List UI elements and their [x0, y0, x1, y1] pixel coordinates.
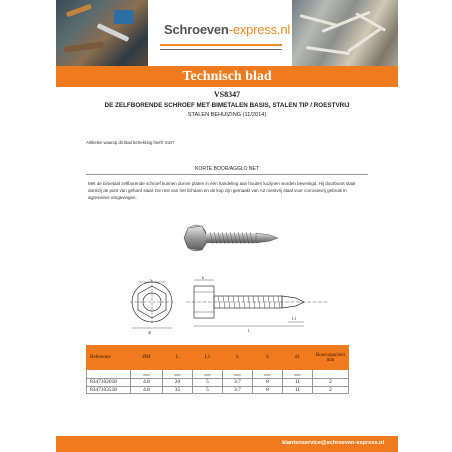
table-cell: 8347102018 — [87, 379, 131, 387]
tools-photo — [56, 0, 148, 66]
table-cell: 8347103518 — [87, 386, 131, 394]
header-cell: S — [253, 346, 283, 370]
spec-table — [86, 345, 349, 394]
unit-cell: mm — [283, 370, 313, 379]
table-cell: 2 — [313, 386, 349, 394]
section-divider — [86, 174, 368, 175]
table-row — [87, 386, 349, 394]
dim-label-l1: L1 — [292, 316, 297, 321]
table-cell: 4.8 — [131, 386, 163, 394]
header-banner — [56, 0, 398, 66]
unit-cell: mm — [193, 370, 223, 379]
unit-cell: mm — [223, 370, 253, 379]
table-cell: 11 — [283, 386, 313, 394]
front-view — [130, 280, 174, 328]
unit-cell: mm — [253, 370, 283, 379]
footer-email-link[interactable]: klantenservice@schroeven-express.nl — [282, 440, 384, 446]
reference-note: Artikelen waarop dit blad betrekking heeft: 8347 — [86, 140, 175, 145]
table-cell: 8 — [253, 379, 283, 387]
footer-bar — [56, 436, 398, 452]
header-cell: d1 — [283, 346, 313, 370]
header-cell: k — [223, 346, 253, 370]
unit-cell: mm — [131, 370, 163, 379]
header-cell: L1 — [193, 346, 223, 370]
unit-cell: mm — [163, 370, 193, 379]
side-view — [186, 280, 328, 326]
table-cell: 20 — [163, 379, 193, 387]
banner-title: Technisch blad — [182, 69, 272, 84]
table-row — [87, 379, 349, 387]
table-cell: 5 — [193, 386, 223, 394]
unit-cell — [87, 370, 131, 379]
logo-area — [148, 0, 292, 66]
title-bar — [56, 66, 398, 87]
logo-underline-thin — [160, 49, 282, 50]
table-units-row — [87, 370, 349, 379]
logo-suffix: -express.nl — [228, 22, 291, 37]
table-cell: 3.7 — [223, 379, 253, 387]
technical-drawing — [128, 276, 340, 340]
table-cell: 11 — [283, 379, 313, 387]
logo-underline — [160, 44, 282, 46]
header-cell: ØM — [131, 346, 163, 370]
table-cell: 35 — [163, 386, 193, 394]
logo-main: Schroeven — [164, 22, 229, 37]
header-cell: L — [163, 346, 193, 370]
table-cell: 8 — [253, 386, 283, 394]
dim-label-dl: dl — [148, 330, 152, 335]
table-header-row — [87, 346, 349, 370]
brand-logo[interactable] — [164, 22, 290, 37]
table-cell: 2 — [313, 379, 349, 387]
table-cell: 3.7 — [223, 386, 253, 394]
dim-label-l: L — [248, 328, 251, 333]
product-title: DE ZELFBORENDE SCHROEF MET BIMETALEN BASIS, STALEN TIP / ROESTVRIJ — [104, 102, 350, 109]
unit-cell — [313, 370, 349, 379]
dim-label-k: k — [202, 276, 204, 280]
screw-product-image — [182, 212, 282, 262]
datasheet-page — [56, 0, 398, 452]
screws-photo — [292, 0, 398, 66]
header-cell: Referentie — [87, 346, 131, 370]
header-cell: Boorcapaciteit mm — [313, 346, 349, 370]
dim-label-s: s — [150, 277, 152, 282]
product-subtitle: STALEN BEHUIZING (11/2014) — [187, 112, 267, 118]
section-heading: KORTE BOOR/AGGLO NET — [195, 166, 259, 172]
table-cell: 5 — [193, 379, 223, 387]
product-code: VS8347 — [213, 90, 241, 99]
table-cell: 4.8 — [131, 379, 163, 387]
product-description: Met de bimetaal zelfborende schroef kunnen dunne platen in één handeling aan houten kozijnen worden bevestigd. Hij doorboort staal dankzij de punt van gehard staal. De rest van het lichaam en de kop zijn gemaakt van A2 roestvrij staal voor corrosievrij gebruik in agressieve omgevingen. — [88, 181, 356, 200]
